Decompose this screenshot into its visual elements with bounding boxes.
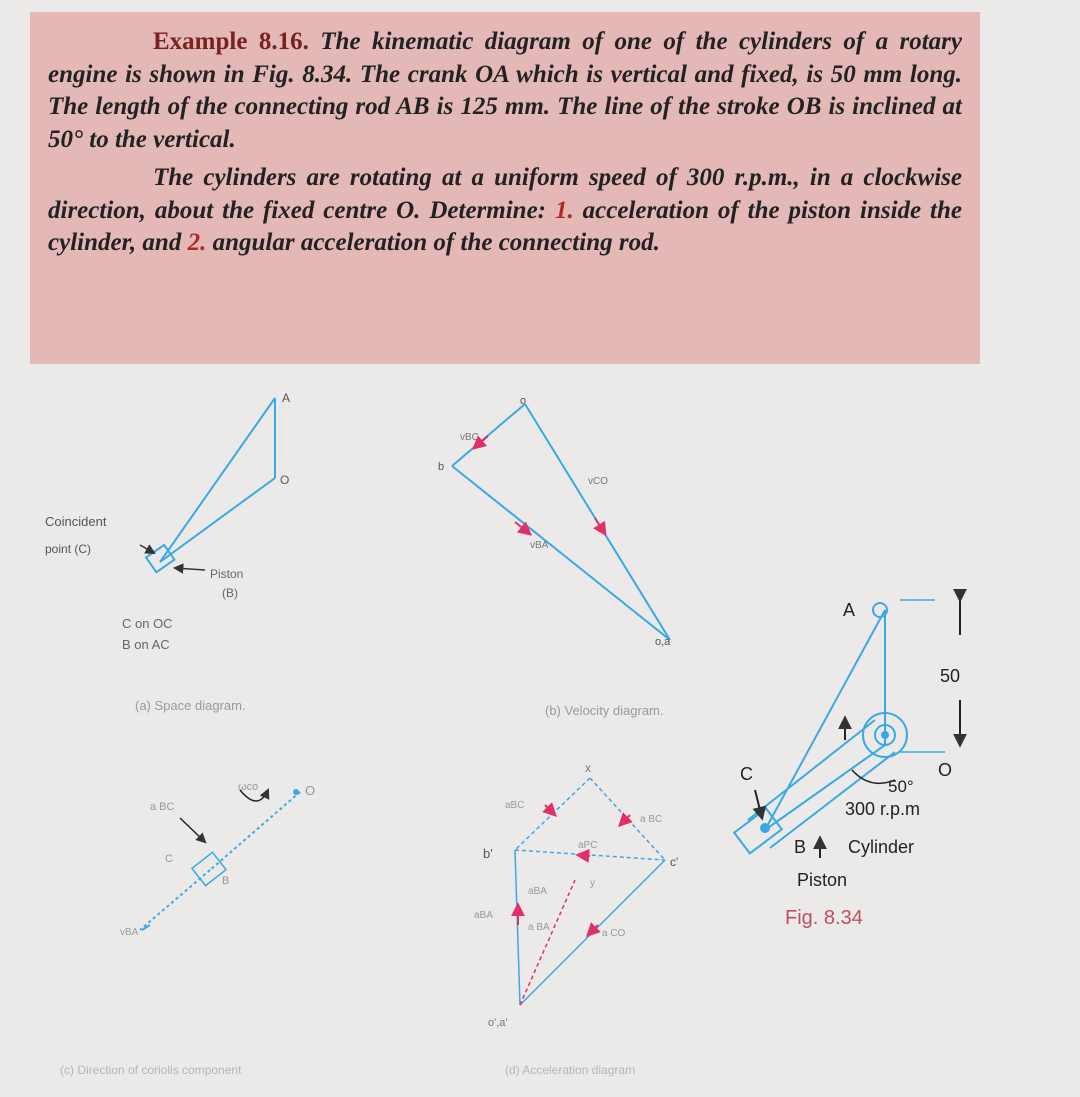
coriolis-label-c: C bbox=[165, 853, 173, 865]
coriolis-label-o: O bbox=[305, 783, 316, 798]
fig-dimension-50: 50 bbox=[940, 666, 961, 686]
acc-label-x: x bbox=[585, 761, 591, 775]
task-number-1: 1. bbox=[554, 196, 574, 224]
acc-label-apc: aPC bbox=[578, 840, 598, 851]
example-heading: Example 8.16. bbox=[153, 28, 309, 55]
coriolis-label-b: B bbox=[222, 875, 230, 887]
note-c-on-oc: C on OC bbox=[122, 616, 173, 631]
acc-label-aco: a CO bbox=[602, 928, 626, 939]
acc-label-abc-c: aBC bbox=[505, 800, 525, 811]
piston-label-2: (B) bbox=[222, 586, 238, 600]
space-diagram bbox=[45, 391, 290, 713]
acc-label-aba: aBA bbox=[528, 886, 547, 897]
problem-text-1: The kinematic diagram of one of the cylinders of a rotary engine is shown in Fig. 8.34. The crank OA which is vertical and fixed, is 50 mm long. The length of the connecting rod AB is 125 mm. The line of the stroke OB is inclined at 50° to the vertical. bbox=[48, 28, 963, 153]
acc-label-aba-2: a BA bbox=[528, 922, 550, 933]
coriolis-diagram bbox=[60, 781, 315, 1077]
fig-angle-50: 50° bbox=[888, 777, 914, 796]
space-diagram-caption: (a) Space diagram. bbox=[135, 698, 246, 713]
coincident-label: Coincident bbox=[45, 514, 107, 529]
figure-8-34 bbox=[734, 600, 960, 929]
problem-text-2: The cylinders are rotating at a uniform speed of 300 r.p.m., in a clockwise direction, about the fixed centre O. Determine: bbox=[48, 164, 962, 224]
acc-label-c-prime: c' bbox=[670, 855, 679, 869]
fig-label-a: A bbox=[843, 600, 856, 620]
fig-label-cylinder: Cylinder bbox=[848, 837, 915, 857]
velocity-label-b: b bbox=[438, 461, 445, 473]
task-text-2: angular acceleration of the connecting rod. bbox=[206, 229, 660, 256]
fig-label-b: B bbox=[794, 837, 807, 857]
velocity-label-o: o bbox=[520, 395, 527, 407]
coriolis-caption: (c) Direction of coriolis component bbox=[60, 1063, 242, 1077]
coriolis-label-vba: vBA bbox=[120, 927, 139, 938]
coriolis-label-abc: a BC bbox=[150, 801, 175, 813]
fig-label-o: O bbox=[938, 760, 953, 780]
problem-paragraph-1 bbox=[48, 26, 962, 156]
velocity-label-vbc: vBC bbox=[460, 432, 479, 443]
velocity-label-vco: vCO bbox=[588, 476, 608, 487]
acceleration-caption: (d) Acceleration diagram bbox=[505, 1063, 636, 1077]
fig-caption: Fig. 8.34 bbox=[785, 907, 863, 929]
fig-speed: 300 r.p.m bbox=[845, 799, 921, 819]
velocity-diagram-caption: (b) Velocity diagram. bbox=[545, 703, 664, 718]
piston-label: Piston bbox=[210, 567, 244, 581]
acc-label-b-prime: b' bbox=[483, 846, 493, 861]
acceleration-diagram bbox=[474, 761, 678, 1077]
task-number-2: 2. bbox=[187, 229, 207, 256]
coincident-label-2: point (C) bbox=[45, 542, 92, 556]
task-text-1: acceleration of the piston inside the cylinder, and bbox=[48, 196, 963, 256]
velocity-label-vba: vBA bbox=[530, 540, 549, 551]
velocity-diagram bbox=[438, 395, 671, 718]
problem-statement-box bbox=[30, 12, 980, 364]
space-label-a: A bbox=[282, 391, 291, 405]
coriolis-omega-co: ωco bbox=[238, 781, 259, 793]
acc-label-oa: o',a' bbox=[488, 1017, 508, 1029]
note-b-on-ac: B on AC bbox=[122, 637, 170, 652]
fig-label-c: C bbox=[740, 764, 753, 784]
velocity-label-oa: o,a bbox=[655, 636, 671, 648]
figures-area bbox=[0, 364, 1080, 1097]
problem-paragraph-2 bbox=[48, 162, 962, 260]
acc-label-aba-r: aBA bbox=[474, 910, 493, 921]
fig-label-piston: Piston bbox=[797, 870, 848, 890]
acc-label-y: y bbox=[590, 878, 595, 889]
acc-label-abc: a BC bbox=[640, 814, 663, 825]
space-label-o: O bbox=[280, 473, 290, 487]
